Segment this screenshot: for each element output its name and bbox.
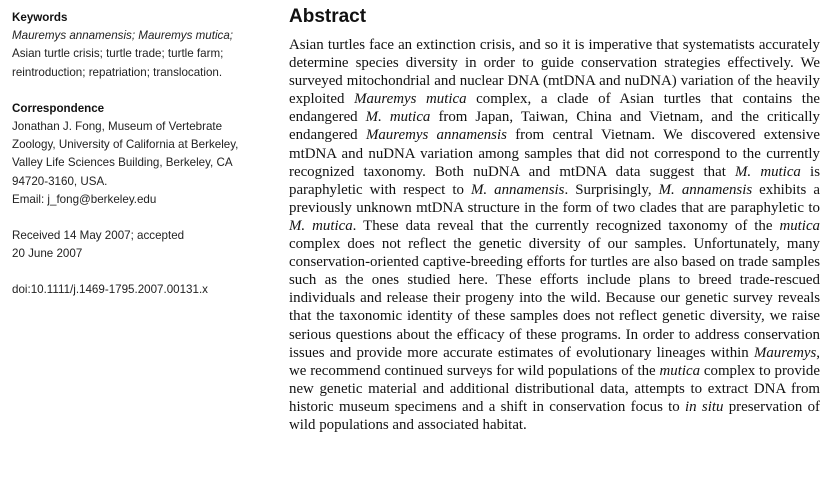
abstract-text-segment: exhibits a previously unknown mtDNA structure in the form of two clades that are paraphyletic to xyxy=(289,181,820,216)
keywords-line: reintroduction; repatriation; translocation. xyxy=(12,65,223,79)
abstract-text-segment: complex, a clade of Asian turtles that contains the endangered xyxy=(289,91,820,126)
abstract-section xyxy=(289,4,820,434)
abstract-italic-term: mutica xyxy=(779,217,820,234)
abstract-italic-term: M. annamensis xyxy=(658,181,753,198)
keywords-heading: Keywords xyxy=(12,11,68,24)
abstract-italic-term: in situ xyxy=(685,398,724,415)
abstract-italic-term: M. mutica xyxy=(735,163,801,180)
keywords-section xyxy=(12,9,274,82)
received-line: 20 June 2007 xyxy=(12,247,83,261)
abstract-text-segment: complex to provide new genetic material and additional distributional data, attempts to extract DNA from historic museum specimens and a shift in conservation focus to xyxy=(289,362,820,415)
abstract-italic-term: Mauremys xyxy=(753,344,817,361)
correspondence-line: Jonathan J. Fong, Museum of Vertebrate xyxy=(12,120,223,134)
keywords-line: Mauremys annamensis; Mauremys mutica; xyxy=(12,29,233,43)
abstract-text-segment: is paraphyletic with respect to xyxy=(289,163,820,198)
abstract-text-segment: from central Vietnam. We discovered extensive mtDNA and nuDNA variation among samples that did not correspond to the currently recognized taxonomy. Both nuDNA and mtDNA data suggest that xyxy=(289,127,820,180)
abstract-text-segment: , we recommend continued surveys for wild populations of the xyxy=(289,344,820,379)
abstract-italic-term: M. mutica xyxy=(289,217,353,234)
abstract-italic-term: Mauremys annamensis xyxy=(365,127,507,144)
abstract-text-segment: complex does not reflect the genetic diversity of our samples. Unfortunately, many conservation-oriented captive-breeding efforts for turtles are also based on trade samples such as the ones studied here. These efforts include plans to breed trade-rescued individuals and release their progeny into the wild. Because our genetic survey reveals that the taxonomic identity of these samples does not reflect genetic diversity, we raise serious questions about the efficacy of these programs. In order to address conservation issues and provide more accurate estimates of evolutionary lineages within xyxy=(289,236,820,361)
correspondence-line: Valley Life Sciences Building, Berkeley, CA xyxy=(12,156,233,170)
doi-section xyxy=(12,281,274,299)
received-line: Received 14 May 2007; accepted xyxy=(12,229,185,243)
abstract-text-segment: preservation of wild populations and associated habitat. xyxy=(289,398,820,433)
doi-text: doi:10.1111/j.1469-1795.2007.00131.x xyxy=(12,283,208,297)
abstract-text-segment: Asian turtles face an extinction crisis, and so it is imperative that systematists accurately determine species diversity in order to guide conservation strategies effectively. We surveyed mitochondrial and nuclear DNA (mtDNA and nuDNA) variation of the heavily exploited xyxy=(289,37,820,108)
abstract-italic-term: Mauremys mutica xyxy=(354,91,467,108)
abstract-text-segment: . These data reveal that the currently recognized taxonomy of the xyxy=(352,217,780,234)
abstract-title: Abstract xyxy=(289,6,367,27)
abstract-body xyxy=(289,36,820,434)
abstract-italic-term: mutica xyxy=(659,362,701,379)
correspondence-heading: Correspondence xyxy=(12,101,105,115)
correspondence-section xyxy=(12,100,274,209)
abstract-italic-term: M. mutica xyxy=(365,109,431,126)
correspondence-line: 94720-3160, USA. xyxy=(12,174,108,188)
abstract-text-segment: . Surprisingly, xyxy=(564,181,659,198)
correspondence-email: Email: j_fong@berkeley.edu xyxy=(12,192,157,206)
abstract-italic-term: M. annamensis xyxy=(470,181,565,198)
received-section xyxy=(12,227,274,263)
correspondence-line: Zoology, University of California at Berkeley, xyxy=(12,138,239,152)
keywords-line: Asian turtle crisis; turtle trade; turtle farm; xyxy=(12,47,224,61)
abstract-text-segment: from Japan, Taiwan, China and Vietnam, and the critically endangered xyxy=(289,109,820,144)
article-sidebar xyxy=(12,9,274,300)
